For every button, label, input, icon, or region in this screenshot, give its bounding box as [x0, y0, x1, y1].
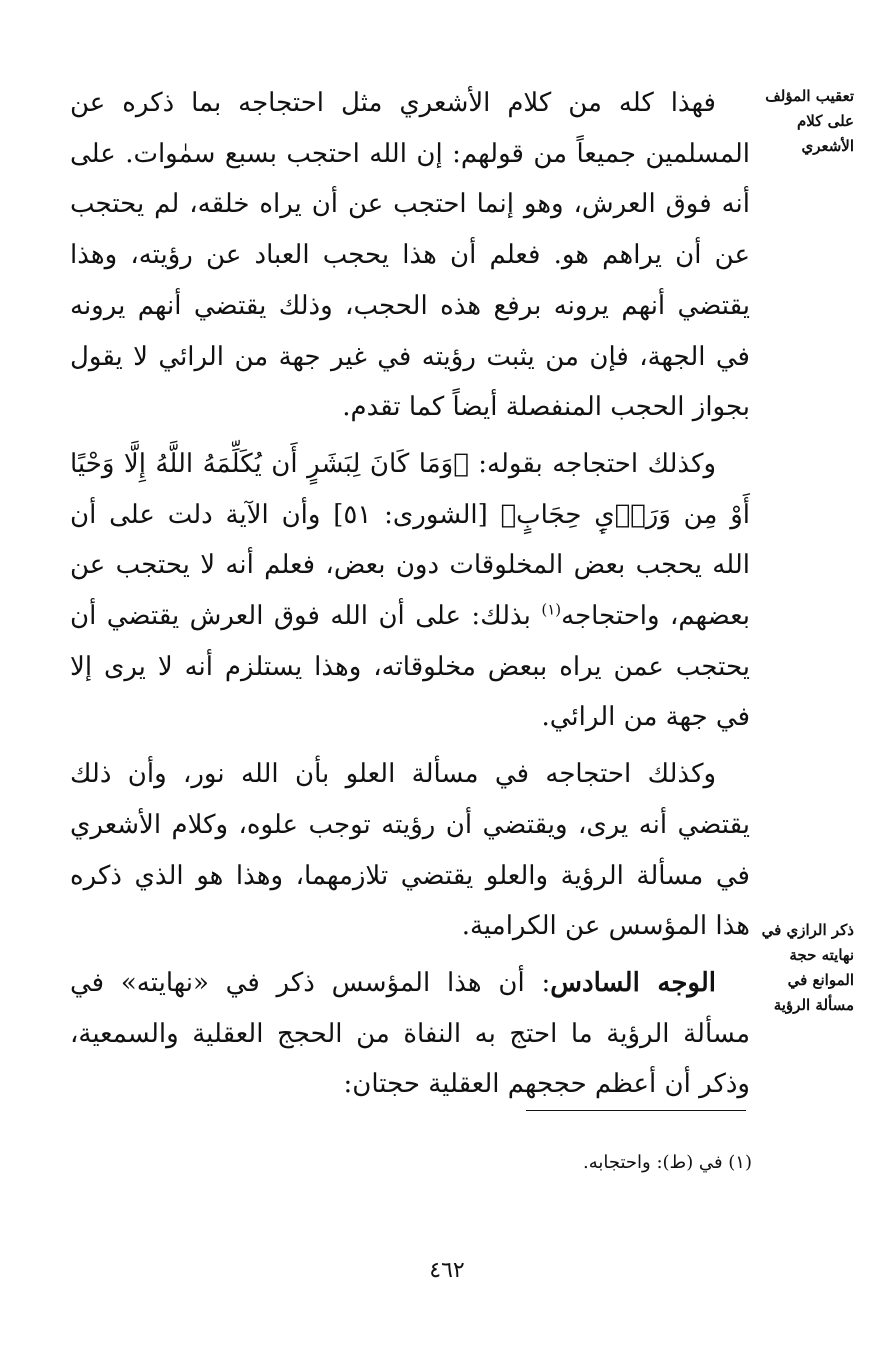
main-text [70, 78, 750, 1110]
paragraph-1: فهذا كله من كلام الأشعري مثل احتجاجه بما ذكره عن المسلمين جميعاً من قولهم: إن الله احتجب بسبع سمٰوات. على أنه فوق العرش، وهو إنما احتجب عن أن يراه خلقه، لم يحتجب عن أن يراهم هو. فعلم أن هذا يحجب العباد عن رؤيته، وهذا يقتضي أنهم يرونه برفع هذه الحجب، وذلك يقتضي أنهم يرونه في الجهة، فإن من يثبت رؤيته في غير جهة من الرائي لا يقول بجواز الحجب المنفصلة أيضاً كما تقدم. [70, 88, 750, 423]
footnote-reference[interactable]: (١) [541, 600, 562, 619]
paragraph-3: وكذلك احتجاجه في مسألة العلو بأن الله نور، وأن ذلك يقتضي أنه يرى، ويقتضي أن رؤيته توجب علوه، وكلام الأشعري في مسألة الرؤية والعلو يقتضي تلازمهما، وهذا هو الذي ذكره هذا المؤسس عن الكرامية. [70, 759, 750, 942]
paragraph-4 [70, 958, 750, 1110]
margin-note-razi: ذكر الرازي في نهايته حجة الموانع في مسألة الرؤية [761, 921, 854, 1014]
section-heading: الوجه السادس [550, 967, 716, 998]
paragraph-2-text-b: بذلك: على أن الله فوق العرش يقتضي أن يحتجب عمن يراه ببعض مخلوقاته، وهذا يستلزم أنه لا يرى إلا في جهة من الرائي. [70, 601, 750, 733]
paragraph-2 [70, 439, 750, 743]
paragraph-2-text-a: وكذلك احتجاجه بقوله: ﴿وَمَا كَانَ لِبَشَرٍ أَن يُكَلِّمَهُ اللَّهُ إِلَّا وَحْيًا أَوْ مِن وَرَاۤىِٕ حِجَابٍ﴾ [الشورى: ٥١] وأن الآية دلت على أن الله يحجب بعض المخلوقات دون بعض، فعلم أنه لا يحتجب عن بعضهم، واحتجاجه [70, 448, 750, 632]
footnote: (١) في (ط): واحتجابه. [583, 1152, 752, 1173]
paragraph-4-text: : أن هذا المؤسس ذكر في «نهايته» في مسألة الرؤية ما احتج به النفاة من الحجج العقلية والسمعية، وذكر أن أعظم حججهم العقلية حجتان: [70, 967, 750, 1100]
margin-note-author-comment: تعقيب المؤلف على كلام الأشعري [765, 87, 854, 155]
page-number: ٤٦٢ [429, 1258, 465, 1283]
footnote-separator [526, 1110, 746, 1111]
